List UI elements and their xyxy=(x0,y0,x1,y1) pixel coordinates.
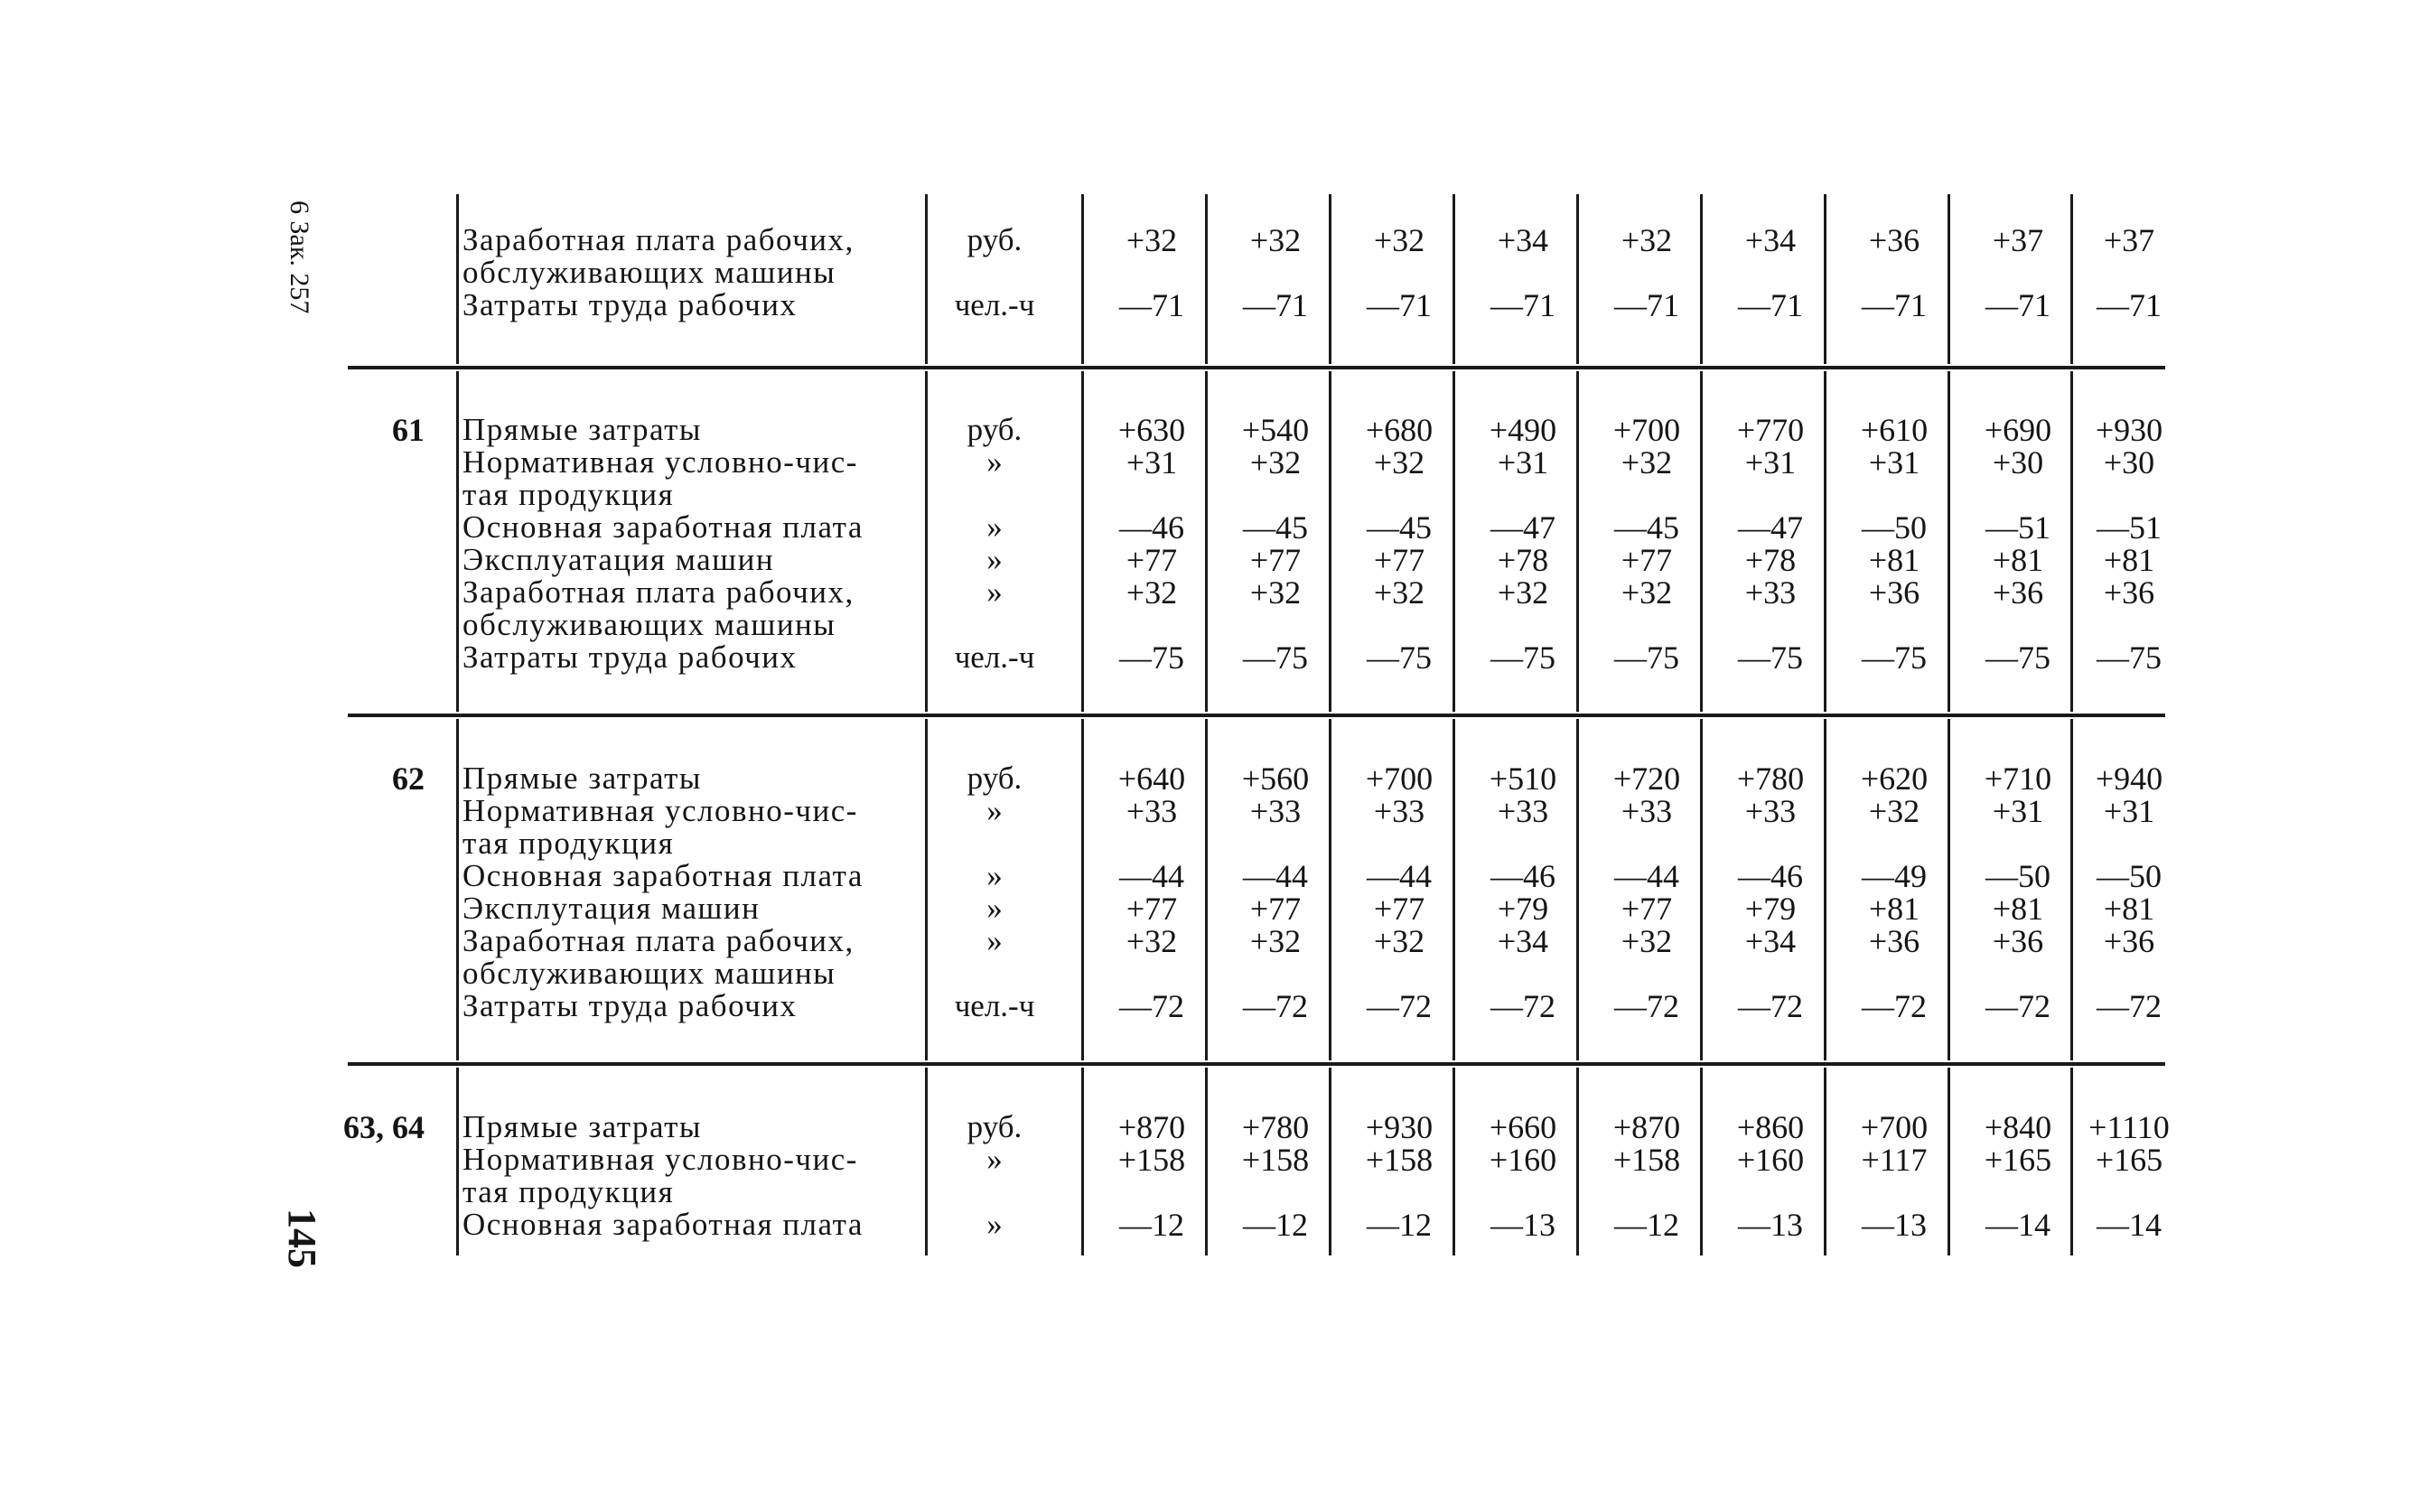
table-cell: +780 xyxy=(1241,1109,1310,1145)
table-cell: +158 xyxy=(1241,1142,1310,1178)
column-rule xyxy=(1948,194,1950,364)
table-cell: —71 xyxy=(1490,287,1555,323)
column-rule xyxy=(1329,194,1331,364)
table-cell: +158 xyxy=(1365,1142,1434,1178)
table-cell: +610 xyxy=(1860,412,1929,448)
table-cell: +81 xyxy=(1992,891,2044,927)
table-cell: +81 xyxy=(1992,542,2044,578)
table-cell: +32 xyxy=(1249,574,1302,611)
table-cell: +33 xyxy=(1497,793,1549,829)
row-unit: » xyxy=(986,923,1003,958)
row-unit: » xyxy=(986,542,1003,577)
table-cell: +560 xyxy=(1241,761,1310,797)
row-unit: » xyxy=(986,793,1003,828)
table-cell: +31 xyxy=(1126,444,1178,481)
table-cell: +32 xyxy=(1373,574,1425,611)
table-cell: —75 xyxy=(2097,639,2162,676)
table-cell: —72 xyxy=(1614,988,1679,1024)
table-cell: +77 xyxy=(1249,542,1302,578)
page-number: 145 xyxy=(280,1209,324,1268)
column-rule xyxy=(456,194,459,364)
table-cell: —12 xyxy=(1119,1207,1184,1243)
column-rule xyxy=(1205,194,1208,364)
table-cell: +32 xyxy=(1621,444,1673,481)
table-cell: +36 xyxy=(1992,923,2044,959)
table-cell: +36 xyxy=(2103,923,2155,959)
table-cell: —71 xyxy=(1119,287,1184,323)
column-rule xyxy=(1824,194,1826,364)
table-cell: +32 xyxy=(1249,444,1302,481)
block-separator xyxy=(348,714,2165,717)
table-cell: +32 xyxy=(1621,222,1673,258)
table-cell: —47 xyxy=(1490,509,1555,546)
row-unit: руб. xyxy=(967,222,1023,257)
row-unit: » xyxy=(986,574,1003,610)
table-cell: +32 xyxy=(1621,574,1673,611)
table-cell: +32 xyxy=(1249,923,1302,959)
table-cell: +660 xyxy=(1489,1109,1557,1145)
table-cell: +165 xyxy=(2095,1142,2163,1178)
table-cell: —51 xyxy=(1985,509,2050,546)
column-rule xyxy=(1453,194,1455,364)
row-unit: руб. xyxy=(967,761,1023,796)
table-cell: —13 xyxy=(1738,1207,1803,1243)
table-cell: +78 xyxy=(1744,542,1797,578)
table-cell: —72 xyxy=(2097,988,2162,1024)
table-cell: +700 xyxy=(1612,412,1681,448)
row-label: Затраты труда рабочих xyxy=(462,639,798,675)
block-separator xyxy=(348,366,2165,369)
row-unit: чел.-ч xyxy=(954,639,1035,675)
row-label: Прямые затраты xyxy=(462,412,702,447)
table-cell: +32 xyxy=(1497,574,1549,611)
table-cell: +36 xyxy=(1868,222,1920,258)
table-cell: —12 xyxy=(1243,1207,1308,1243)
column-rule xyxy=(1081,194,1084,364)
row-unit: » xyxy=(986,1207,1003,1242)
table-cell: +32 xyxy=(1126,923,1178,959)
table-cell: +34 xyxy=(1744,923,1797,959)
table-cell: +33 xyxy=(1126,793,1178,829)
table-cell: +720 xyxy=(1612,761,1681,797)
column-rule xyxy=(2070,194,2073,364)
table-cell: +540 xyxy=(1241,412,1310,448)
row-label: Нормативная условно-чис- xyxy=(462,1142,858,1177)
table-cell: +36 xyxy=(2103,574,2155,611)
table-cell: +34 xyxy=(1744,222,1797,258)
row-unit: » xyxy=(986,444,1003,480)
table-cell: +870 xyxy=(1117,1109,1186,1145)
column-rule xyxy=(456,1068,459,1255)
table-cell: —46 xyxy=(1738,858,1803,894)
table-cell: —12 xyxy=(1367,1207,1432,1243)
table-cell: +30 xyxy=(1992,444,2044,481)
table-cell: —75 xyxy=(1738,639,1803,676)
row-label: Заработная плата рабочих, xyxy=(462,222,855,257)
column-rule xyxy=(1081,1068,1084,1255)
row-unit: руб. xyxy=(967,412,1023,447)
table-cell: +36 xyxy=(1868,923,1920,959)
row-unit: » xyxy=(986,858,1003,893)
table-cell: —72 xyxy=(1243,988,1308,1024)
table-cell: —51 xyxy=(2097,509,2162,546)
table-cell: +33 xyxy=(1744,574,1797,611)
table-cell: +81 xyxy=(2103,542,2155,578)
row-unit: » xyxy=(986,509,1003,545)
row-label: Затраты труда рабочих xyxy=(462,988,798,1023)
table-cell: +630 xyxy=(1117,412,1186,448)
table-cell: +77 xyxy=(1249,891,1302,927)
row-label: тая продукция xyxy=(462,1174,675,1209)
table-cell: —75 xyxy=(1119,639,1184,676)
row-label: Основная заработная плата xyxy=(462,509,864,545)
table-cell: +77 xyxy=(1126,542,1178,578)
table-cell: —45 xyxy=(1243,509,1308,546)
column-rule xyxy=(1081,371,1084,712)
table-cell: +930 xyxy=(1365,1109,1434,1145)
table-cell: —50 xyxy=(2097,858,2162,894)
table-cell: +640 xyxy=(1117,761,1186,797)
table-cell: —72 xyxy=(1985,988,2050,1024)
table-cell: +510 xyxy=(1489,761,1557,797)
row-label: Основная заработная плата xyxy=(462,858,864,893)
table-cell: +77 xyxy=(1373,891,1425,927)
table-cell: —50 xyxy=(1985,858,2050,894)
block-separator xyxy=(348,1062,2165,1066)
table-cell: —72 xyxy=(1119,988,1184,1024)
table-cell: +32 xyxy=(1621,923,1673,959)
row-label: тая продукция xyxy=(462,477,675,512)
row-label: обслуживающих машины xyxy=(462,255,836,290)
table-cell: +77 xyxy=(1621,542,1673,578)
row-label: Заработная плата рабочих, xyxy=(462,923,855,958)
table-cell: —75 xyxy=(1367,639,1432,676)
table-cell: +34 xyxy=(1497,222,1549,258)
table-cell: +860 xyxy=(1736,1109,1805,1145)
table-cell: +770 xyxy=(1736,412,1805,448)
table-cell: +31 xyxy=(1744,444,1797,481)
table-cell: —71 xyxy=(2097,287,2162,323)
table-cell: +79 xyxy=(1744,891,1797,927)
table-cell: —44 xyxy=(1119,858,1184,894)
table-cell: +78 xyxy=(1497,542,1549,578)
table-cell: —75 xyxy=(1490,639,1555,676)
table-cell: +870 xyxy=(1612,1109,1681,1145)
table-cell: +620 xyxy=(1860,761,1929,797)
table-cell: +79 xyxy=(1497,891,1549,927)
table-cell: +1110 xyxy=(2088,1109,2170,1145)
table-cell: —44 xyxy=(1367,858,1432,894)
table-cell: +710 xyxy=(1984,761,2052,797)
table-cell: —71 xyxy=(1367,287,1432,323)
table-cell: —71 xyxy=(1738,287,1803,323)
row-label: обслуживающих машины xyxy=(462,607,836,642)
table-cell: +33 xyxy=(1744,793,1797,829)
table-cell: +36 xyxy=(1992,574,2044,611)
block-number: 62 xyxy=(392,761,425,797)
row-label: Прямые затраты xyxy=(462,1109,702,1144)
column-rule xyxy=(925,194,928,364)
table-cell: —12 xyxy=(1614,1207,1679,1243)
table-cell: +34 xyxy=(1497,923,1549,959)
table-cell: +680 xyxy=(1365,412,1434,448)
table-cell: +160 xyxy=(1489,1142,1557,1178)
table-cell: —13 xyxy=(1862,1207,1927,1243)
table-cell: +37 xyxy=(1992,222,2044,258)
table-cell: +31 xyxy=(2103,793,2155,829)
table-cell: —14 xyxy=(1985,1207,2050,1243)
row-label: Нормативная условно-чис- xyxy=(462,444,858,480)
row-unit: чел.-ч xyxy=(954,988,1035,1023)
table-cell: +158 xyxy=(1612,1142,1681,1178)
row-label: Эксплутация машин xyxy=(462,891,761,926)
table-cell: —50 xyxy=(1862,509,1927,546)
row-unit: » xyxy=(986,1142,1003,1177)
table-cell: +700 xyxy=(1365,761,1434,797)
row-label: Затраты труда рабочих xyxy=(462,287,798,322)
table-cell: —47 xyxy=(1738,509,1803,546)
table-cell: +165 xyxy=(1984,1142,2052,1178)
table-cell: +33 xyxy=(1249,793,1302,829)
table-cell: —72 xyxy=(1862,988,1927,1024)
row-unit: чел.-ч xyxy=(954,287,1035,322)
table-cell: —71 xyxy=(1614,287,1679,323)
table-cell: +33 xyxy=(1373,793,1425,829)
column-rule xyxy=(456,371,459,712)
column-rule xyxy=(456,719,459,1060)
table-cell: +700 xyxy=(1860,1109,1929,1145)
table-cell: +81 xyxy=(1868,542,1920,578)
table-cell: —46 xyxy=(1119,509,1184,546)
table-cell: —49 xyxy=(1862,858,1927,894)
table-cell: —71 xyxy=(1985,287,2050,323)
table-cell: +160 xyxy=(1736,1142,1805,1178)
table-cell: —72 xyxy=(1367,988,1432,1024)
column-rule xyxy=(1081,719,1084,1060)
table-cell: +81 xyxy=(1868,891,1920,927)
column-rule xyxy=(1576,194,1579,364)
table-cell: +32 xyxy=(1126,574,1178,611)
block-number: 61 xyxy=(392,412,425,448)
table-cell: +31 xyxy=(1497,444,1549,481)
row-unit: руб. xyxy=(967,1109,1023,1144)
table-cell: +32 xyxy=(1868,793,1920,829)
table-cell: +490 xyxy=(1489,412,1557,448)
table-cell: —75 xyxy=(1243,639,1308,676)
table-cell: —75 xyxy=(1614,639,1679,676)
column-rule xyxy=(1700,194,1703,364)
table-cell: —14 xyxy=(2097,1207,2162,1243)
table-cell: +32 xyxy=(1373,222,1425,258)
table-cell: +690 xyxy=(1984,412,2052,448)
table-cell: —44 xyxy=(1614,858,1679,894)
table-cell: +780 xyxy=(1736,761,1805,797)
row-label: Основная заработная плата xyxy=(462,1207,864,1242)
table-cell: +31 xyxy=(1868,444,1920,481)
table-cell: +77 xyxy=(1621,891,1673,927)
table-cell: —72 xyxy=(1738,988,1803,1024)
table-cell: +158 xyxy=(1117,1142,1186,1178)
margin-signature: 6 Зак. 257 xyxy=(285,201,314,314)
table-cell: —13 xyxy=(1490,1207,1555,1243)
row-label: Нормативная условно-чис- xyxy=(462,793,858,828)
table-cell: +32 xyxy=(1373,444,1425,481)
table-cell: +840 xyxy=(1984,1109,2052,1145)
table-cell: +36 xyxy=(1868,574,1920,611)
table-cell: +32 xyxy=(1126,222,1178,258)
table-cell: —71 xyxy=(1862,287,1927,323)
row-label: тая продукция xyxy=(462,826,675,861)
table-cell: —46 xyxy=(1490,858,1555,894)
table-cell: +117 xyxy=(1861,1142,1928,1178)
table-cell: —71 xyxy=(1243,287,1308,323)
table-cell: +31 xyxy=(1992,793,2044,829)
table-cell: +81 xyxy=(2103,891,2155,927)
table-cell: +33 xyxy=(1621,793,1673,829)
row-label: Заработная плата рабочих, xyxy=(462,574,855,610)
block-number: 63, 64 xyxy=(343,1109,425,1145)
table-cell: +32 xyxy=(1249,222,1302,258)
row-label: обслуживающих машины xyxy=(462,956,836,991)
table-cell: —72 xyxy=(1490,988,1555,1024)
table-cell: —45 xyxy=(1367,509,1432,546)
table-cell: +32 xyxy=(1373,923,1425,959)
table-cell: —44 xyxy=(1243,858,1308,894)
table-cell: +77 xyxy=(1126,891,1178,927)
table-cell: —75 xyxy=(1985,639,2050,676)
table-cell: +940 xyxy=(2095,761,2163,797)
table-cell: +37 xyxy=(2103,222,2155,258)
row-unit: » xyxy=(986,891,1003,926)
table-cell: +77 xyxy=(1373,542,1425,578)
row-label: Прямые затраты xyxy=(462,761,702,796)
row-label: Эксплуатация машин xyxy=(462,542,775,577)
table-cell: +30 xyxy=(2103,444,2155,481)
table-cell: +930 xyxy=(2095,412,2163,448)
table-cell: —45 xyxy=(1614,509,1679,546)
table-cell: —75 xyxy=(1862,639,1927,676)
